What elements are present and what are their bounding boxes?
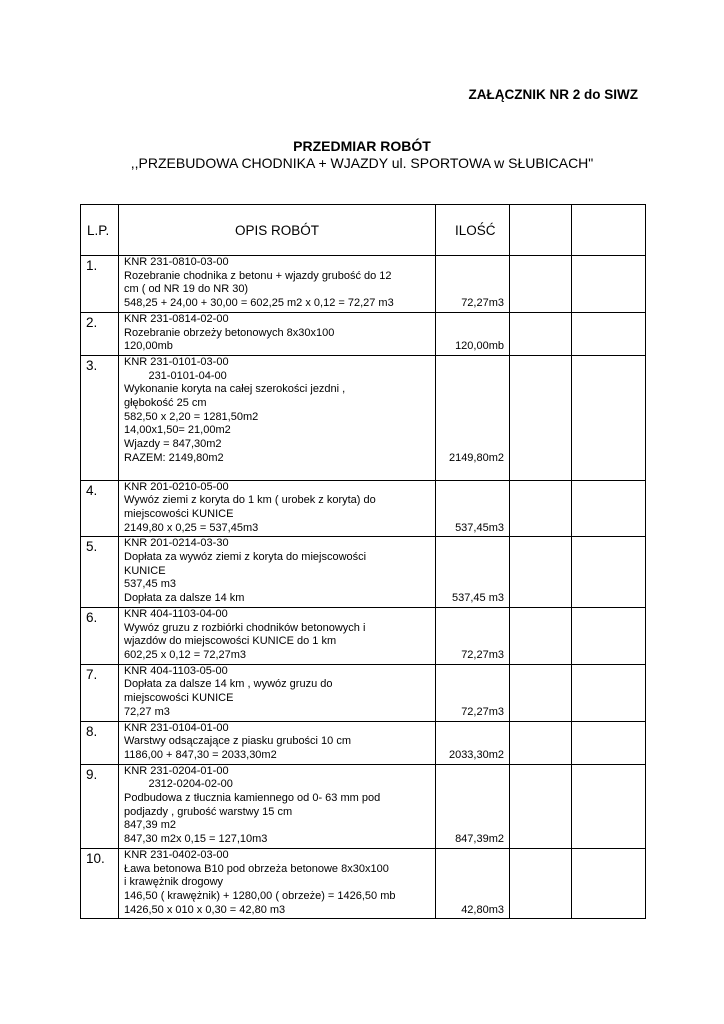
- description-line: Dopłata za wywóz ziemi z koryta do miejscowości: [124, 551, 367, 564]
- empty-cell-2: [572, 764, 646, 848]
- description-line: KNR 231-0402-03-00: [124, 848, 229, 861]
- empty-cell-1: [510, 537, 572, 608]
- description-line: KUNICE: [124, 564, 166, 577]
- description-line: 2312-0204-02-00: [124, 778, 233, 791]
- annex-label: ZAŁĄCZNIK NR 2 do SIWZ: [468, 87, 638, 102]
- row-number: 10.: [81, 848, 119, 919]
- description-line: 1426,50 x 010 x 0,30 = 42,80 m3: [124, 903, 286, 916]
- row-quantity: 72,27m3: [436, 607, 510, 664]
- description-line: podjazdy , grubość warstwy 15 cm: [124, 805, 293, 818]
- description-line: 72,27 m3: [124, 705, 170, 718]
- table-row: [81, 355, 646, 480]
- empty-cell-1: [510, 848, 572, 919]
- empty-cell-1: [510, 480, 572, 537]
- empty-cell-2: [572, 664, 646, 721]
- empty-cell-2: [572, 480, 646, 537]
- column-header-empty-1: [510, 205, 572, 256]
- row-description: [119, 664, 436, 721]
- table-row: [81, 764, 646, 848]
- description-line: Dopłata za dalsze 14 km , wywóz gruzu do: [124, 678, 333, 691]
- row-quantity: 72,27m3: [436, 664, 510, 721]
- row-quantity: 847,39m2: [436, 764, 510, 848]
- description-line: Dopłata za dalsze 14 km: [124, 592, 245, 605]
- row-quantity: 537,45 m3: [436, 537, 510, 608]
- row-description: [119, 256, 436, 313]
- empty-cell-2: [572, 355, 646, 480]
- column-header-ilosc: ILOŚĆ: [436, 205, 510, 256]
- row-number: 9.: [81, 764, 119, 848]
- empty-cell-1: [510, 312, 572, 355]
- table-row: [81, 721, 646, 764]
- empty-cell-2: [572, 256, 646, 313]
- row-description: [119, 721, 436, 764]
- description-line: miejscowości KUNICE: [124, 507, 234, 520]
- row-quantity: 2033,30m2: [436, 721, 510, 764]
- description-line: wjazdów do miejscowości KUNICE do 1 km: [124, 635, 337, 648]
- description-line: KNR 201-0214-03-30: [124, 537, 229, 550]
- column-header-lp: L.P.: [81, 205, 119, 256]
- table-row: [81, 607, 646, 664]
- description-line: 1186,00 + 847,30 = 2033,30m2: [124, 748, 277, 761]
- row-number: 2.: [81, 312, 119, 355]
- row-quantity: 537,45m3: [436, 480, 510, 537]
- description-line: Podbudowa z tłucznia kamiennego od 0- 63 mm pod: [124, 792, 381, 805]
- table-header-row: [81, 205, 646, 256]
- description-line: głębokość 25 cm: [124, 397, 207, 410]
- description-line: KNR 231-0104-01-00: [124, 721, 229, 734]
- table-row: [81, 256, 646, 313]
- row-number: 3.: [81, 355, 119, 480]
- row-description: [119, 355, 436, 480]
- empty-cell-1: [510, 355, 572, 480]
- empty-cell-1: [510, 256, 572, 313]
- table-row: [81, 664, 646, 721]
- empty-cell-1: [510, 721, 572, 764]
- empty-cell-2: [572, 607, 646, 664]
- row-description: [119, 480, 436, 537]
- row-number: 4.: [81, 480, 119, 537]
- description-line: KNR 231-0101-03-00: [124, 355, 229, 368]
- description-line: 602,25 x 0,12 = 72,27m3: [124, 648, 247, 661]
- row-number: 6.: [81, 607, 119, 664]
- table-row: [81, 848, 646, 919]
- empty-cell-1: [510, 664, 572, 721]
- description-line: Wywóz ziemi z koryta do 1 km ( urobek z koryta) do: [124, 494, 376, 507]
- description-line: 231-0101-04-00: [124, 369, 227, 382]
- description-line: Wykonanie koryta na całej szerokości jezdni ,: [124, 383, 346, 396]
- description-line: 120,00mb: [124, 340, 173, 353]
- description-line: KNR 231-0810-03-00: [124, 256, 229, 268]
- description-line: 2149,80 x 0,25 = 537,45m3: [124, 521, 259, 534]
- row-number: 7.: [81, 664, 119, 721]
- row-description: [119, 764, 436, 848]
- description-line: Wjazdy = 847,30m2: [124, 438, 222, 451]
- description-line: 847,39 m2: [124, 819, 176, 832]
- row-description: [119, 537, 436, 608]
- row-number: 5.: [81, 537, 119, 608]
- document-title: PRZEDMIAR ROBÓT: [293, 138, 431, 154]
- description-line: Rozebranie obrzeży betonowych 8x30x100: [124, 326, 335, 339]
- description-line: 537,45 m3: [124, 578, 176, 591]
- row-description: [119, 848, 436, 919]
- row-description: [119, 312, 436, 355]
- row-number: 1.: [81, 256, 119, 313]
- description-line: KNR 201-0210-05-00: [124, 480, 229, 493]
- description-line: 14,00x1,50= 21,00m2: [124, 424, 231, 437]
- empty-cell-1: [510, 764, 572, 848]
- row-number: 8.: [81, 721, 119, 764]
- table-row: [81, 312, 646, 355]
- description-line: miejscowości KUNICE: [124, 692, 234, 705]
- description-line: KNR 231-0814-02-00: [124, 312, 229, 325]
- empty-cell-2: [572, 312, 646, 355]
- column-header-empty-2: [572, 205, 646, 256]
- description-line: 146,50 ( krawężnik) + 1280,00 ( obrzeże) = 1426,50 mb: [124, 889, 396, 902]
- empty-cell-1: [510, 607, 572, 664]
- description-line: RAZEM: 2149,80m2: [124, 451, 224, 464]
- row-quantity: 2149,80m2: [436, 355, 510, 480]
- table-row: [81, 480, 646, 537]
- description-line: 548,25 + 24,00 + 30,00 = 602,25 m2 x 0,12 = 72,27 m3: [124, 297, 394, 310]
- table-row: [81, 537, 646, 608]
- row-quantity: 72,27m3: [436, 256, 510, 313]
- empty-cell-2: [572, 537, 646, 608]
- description-line: Rozebranie chodnika z betonu + wjazdy grubość do 12: [124, 269, 392, 282]
- description-line: Warstwy odsączające z piasku grubości 10 cm: [124, 735, 352, 748]
- description-line: Ława betonowa B10 pod obrzeża betonowe 8x30x100: [124, 862, 389, 875]
- description-line: KNR 404-1103-04-00: [124, 607, 228, 620]
- row-description: [119, 607, 436, 664]
- bill-of-quantities-table: [80, 204, 646, 919]
- row-quantity: 42,80m3: [436, 848, 510, 919]
- column-header-opis: OPIS ROBÓT: [119, 205, 436, 256]
- description-line: KNR 404-1103-05-00: [124, 664, 228, 677]
- row-quantity: 120,00mb: [436, 312, 510, 355]
- description-line: Wywóz gruzu z rozbiórki chodników betonowych i: [124, 621, 366, 634]
- description-line: cm ( od NR 19 do NR 30): [124, 283, 249, 296]
- empty-cell-2: [572, 721, 646, 764]
- empty-cell-2: [572, 848, 646, 919]
- description-line: KNR 231-0204-01-00: [124, 764, 229, 777]
- description-line: i krawężnik drogowy: [124, 876, 224, 889]
- description-line: 847,30 m2x 0,15 = 127,10m3: [124, 833, 268, 846]
- description-line: 582,50 x 2,20 = 1281,50m2: [124, 410, 259, 423]
- document-subtitle: ,,PRZEBUDOWA CHODNIKA + WJAZDY ul. SPORTOWA w SŁUBICACH": [130, 155, 594, 171]
